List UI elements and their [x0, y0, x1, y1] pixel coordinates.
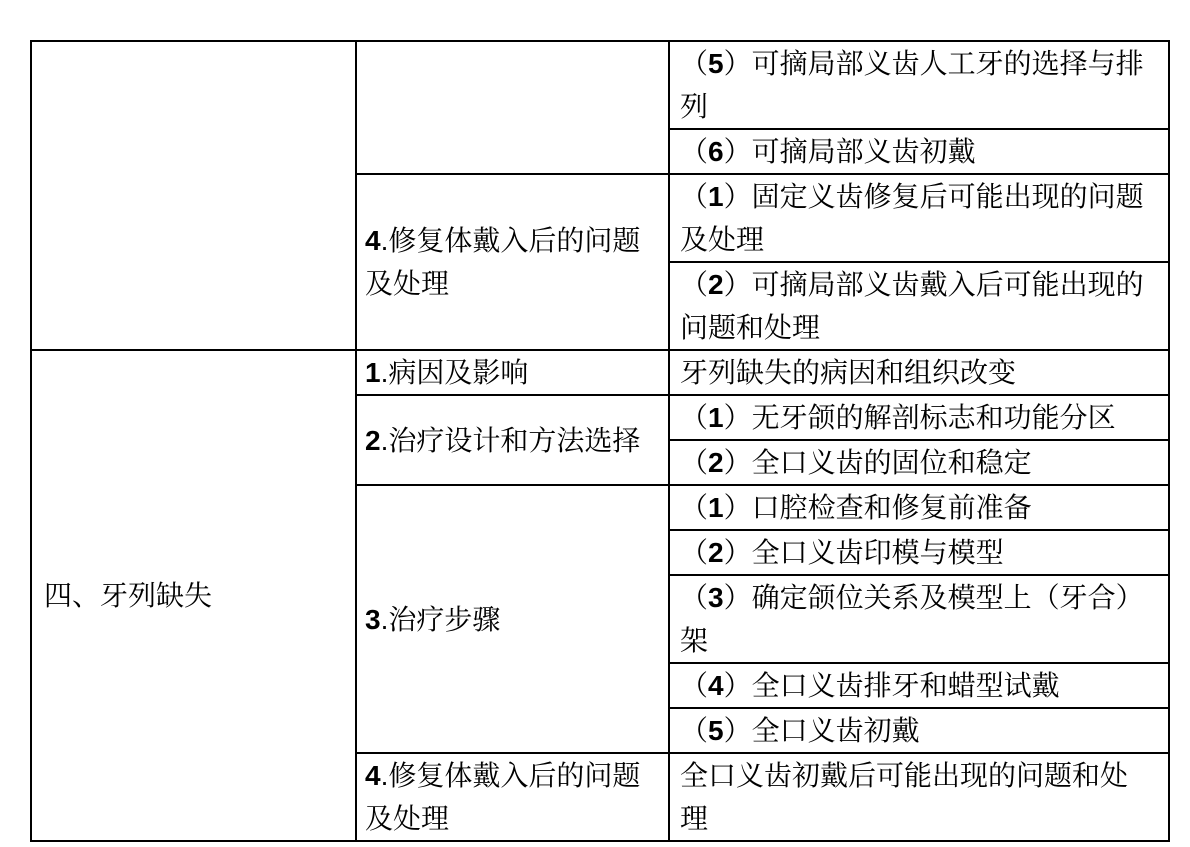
point-cell: 牙列缺失的病因和组织改变 [669, 350, 1169, 395]
table-row [31, 350, 1169, 395]
point-cell: （5）可摘局部义齿人工牙的选择与排列 [669, 41, 1169, 129]
point-cell: （2）可摘局部义齿戴入后可能出现的问题和处理 [669, 262, 1169, 350]
point-cell: 全口义齿初戴后可能出现的问题和处理 [669, 753, 1169, 841]
point-cell: （5）全口义齿初戴 [669, 708, 1169, 753]
topic-cell: 3.治疗步骤 [356, 485, 669, 753]
point-cell: （2）全口义齿的固位和稳定 [669, 440, 1169, 485]
point-cell: （3）确定颌位关系及模型上（牙合）架 [669, 575, 1169, 663]
exam-syllabus-table [30, 40, 1170, 842]
table-row [31, 41, 1169, 129]
point-cell: （4）全口义齿排牙和蜡型试戴 [669, 663, 1169, 708]
topic-cell: 4.修复体戴入后的问题及处理 [356, 753, 669, 841]
point-cell: （6）可摘局部义齿初戴 [669, 129, 1169, 174]
topic-cell: 2.治疗设计和方法选择 [356, 395, 669, 485]
chapter-cell: 四、牙列缺失 [31, 350, 356, 841]
point-cell: （1）无牙颌的解剖标志和功能分区 [669, 395, 1169, 440]
point-cell: （1）固定义齿修复后可能出现的问题及处理 [669, 174, 1169, 262]
topic-cell-empty [356, 41, 669, 174]
topic-cell: 4.修复体戴入后的问题及处理 [356, 174, 669, 350]
point-cell: （2）全口义齿印模与模型 [669, 530, 1169, 575]
topic-cell: 1.病因及影响 [356, 350, 669, 395]
point-cell: （1）口腔检查和修复前准备 [669, 485, 1169, 530]
chapter-cell-empty [31, 41, 356, 350]
